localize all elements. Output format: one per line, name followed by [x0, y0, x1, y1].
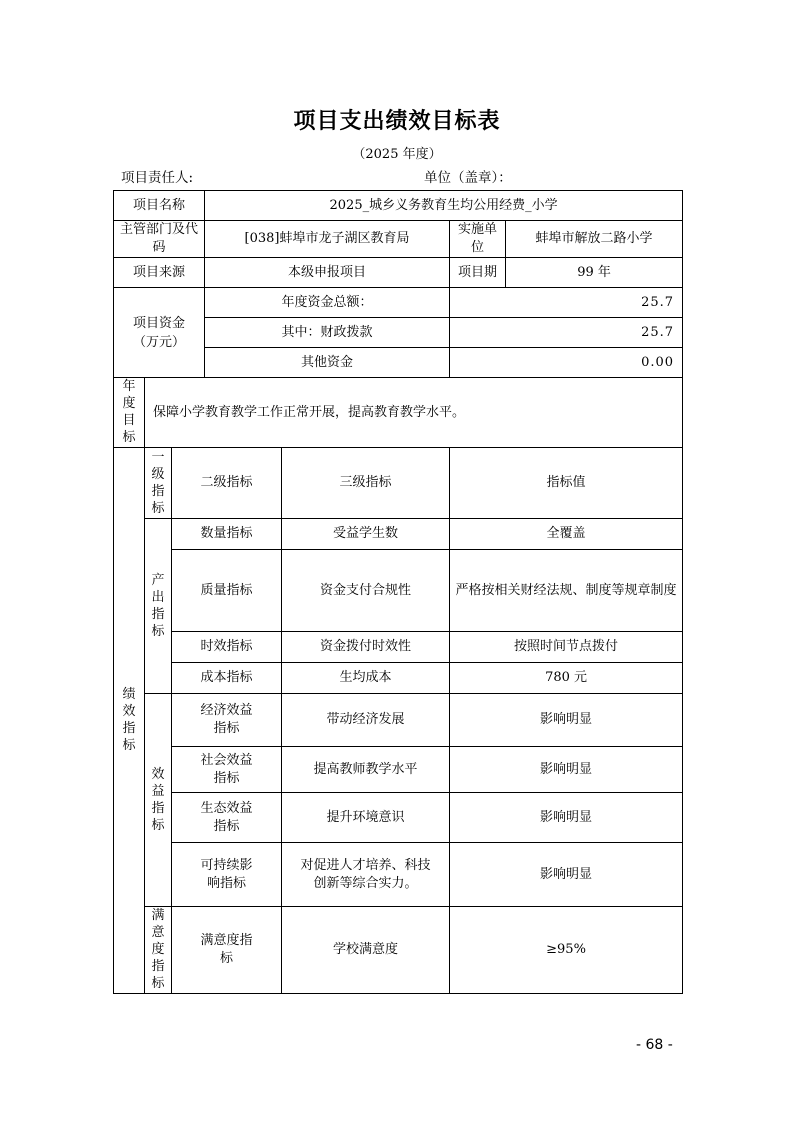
- year-subtitle: （2025 年度）: [352, 147, 442, 162]
- table-row: [114, 663, 683, 694]
- level2-cell: 质量指标: [172, 550, 282, 632]
- header-level2: 二级指标: [172, 448, 282, 519]
- page-number: - 68 -: [636, 1037, 673, 1053]
- fund-fiscal-value: 25.7: [450, 318, 683, 348]
- impl-label: 实施单位: [450, 221, 506, 258]
- project-name-value: 2025_城乡义务教育生均公用经费_小学: [205, 191, 683, 221]
- level3-cell: 受益学生数: [282, 519, 450, 550]
- level2-cell: 生态效益指标: [172, 793, 282, 843]
- level2-cell: 经济效益指标: [172, 694, 282, 747]
- table-row: [114, 793, 683, 843]
- dept-value: [038]蚌埠市龙子湖区教育局: [205, 221, 450, 258]
- value-cell: 影响明显: [450, 843, 683, 907]
- table-row: [114, 221, 683, 258]
- value-cell: ≥95%: [450, 907, 683, 994]
- table-row: [114, 747, 683, 793]
- level3-cell: 资金支付合规性: [282, 550, 450, 632]
- table-row: [114, 843, 683, 907]
- level3-cell: 对促进人才培养、科技创新等综合实力。: [282, 843, 450, 907]
- level3-cell: 提升环境意识: [282, 793, 450, 843]
- table-row: [114, 448, 683, 519]
- fund-other-label: 其他资金: [205, 348, 450, 378]
- table-row: [114, 191, 683, 221]
- fund-total-label: 年度资金总额：: [205, 288, 450, 318]
- table-row: [114, 378, 683, 448]
- level2-cell: 成本指标: [172, 663, 282, 694]
- value-cell: 全覆盖: [450, 519, 683, 550]
- impl-value: 蚌埠市解放二路小学: [506, 221, 683, 258]
- level2-cell: 时效指标: [172, 632, 282, 663]
- fund-label: 项目资金（万元）: [114, 288, 205, 378]
- table-row: [114, 258, 683, 288]
- level3-cell: 带动经济发展: [282, 694, 450, 747]
- value-cell: 影响明显: [450, 793, 683, 843]
- header-level1: 一级指标: [145, 448, 172, 519]
- level2-cell: 可持续影响指标: [172, 843, 282, 907]
- unit-seal-label: 单位（盖章）：: [424, 170, 512, 186]
- table-row: [114, 519, 683, 550]
- level3-cell: 资金拨付时效性: [282, 632, 450, 663]
- fund-total-value: 25.7: [450, 288, 683, 318]
- table-row: [114, 694, 683, 747]
- project-name-label: 项目名称: [114, 191, 205, 221]
- group-output: 产出指标: [145, 519, 172, 694]
- value-cell: 按照时间节点拨付: [450, 632, 683, 663]
- annual-goal-text: 保障小学教育教学工作正常开展，提高教育教学水平。: [145, 378, 683, 448]
- group-benefit: 效益指标: [145, 694, 172, 907]
- fund-fiscal-label: 其中：财政拨款: [205, 318, 450, 348]
- dept-label: 主管部门及代码: [114, 221, 205, 258]
- responsible-person-label: 项目责任人:: [121, 170, 194, 186]
- table-row: [114, 907, 683, 994]
- header-value: 指标值: [450, 448, 683, 519]
- level2-cell: 数量指标: [172, 519, 282, 550]
- value-cell: 影响明显: [450, 747, 683, 793]
- level2-cell: 满意度指标: [172, 907, 282, 994]
- fund-other-value: 0.00: [450, 348, 683, 378]
- period-value: 99 年: [506, 258, 683, 288]
- value-cell: 影响明显: [450, 694, 683, 747]
- level2-cell: 社会效益指标: [172, 747, 282, 793]
- header-level3: 三级指标: [282, 448, 450, 519]
- source-label: 项目来源: [114, 258, 205, 288]
- level3-cell: 生均成本: [282, 663, 450, 694]
- page-title: 项目支出绩效目标表: [293, 109, 501, 134]
- table-row: [114, 288, 683, 318]
- level3-cell: 提高教师教学水平: [282, 747, 450, 793]
- table-row: [114, 632, 683, 663]
- period-label: 项目期: [450, 258, 506, 288]
- perf-indicator-label: 绩效指标: [114, 448, 145, 994]
- source-value: 本级申报项目: [205, 258, 450, 288]
- value-cell: 严格按相关财经法规、制度等规章制度: [450, 550, 683, 632]
- level3-cell: 学校满意度: [282, 907, 450, 994]
- annual-goal-label: 年度目标: [114, 378, 145, 448]
- table-row: [114, 550, 683, 632]
- performance-table: [113, 190, 683, 994]
- group-satisfaction: 满意度指标: [145, 907, 172, 994]
- value-cell: 780 元: [450, 663, 683, 694]
